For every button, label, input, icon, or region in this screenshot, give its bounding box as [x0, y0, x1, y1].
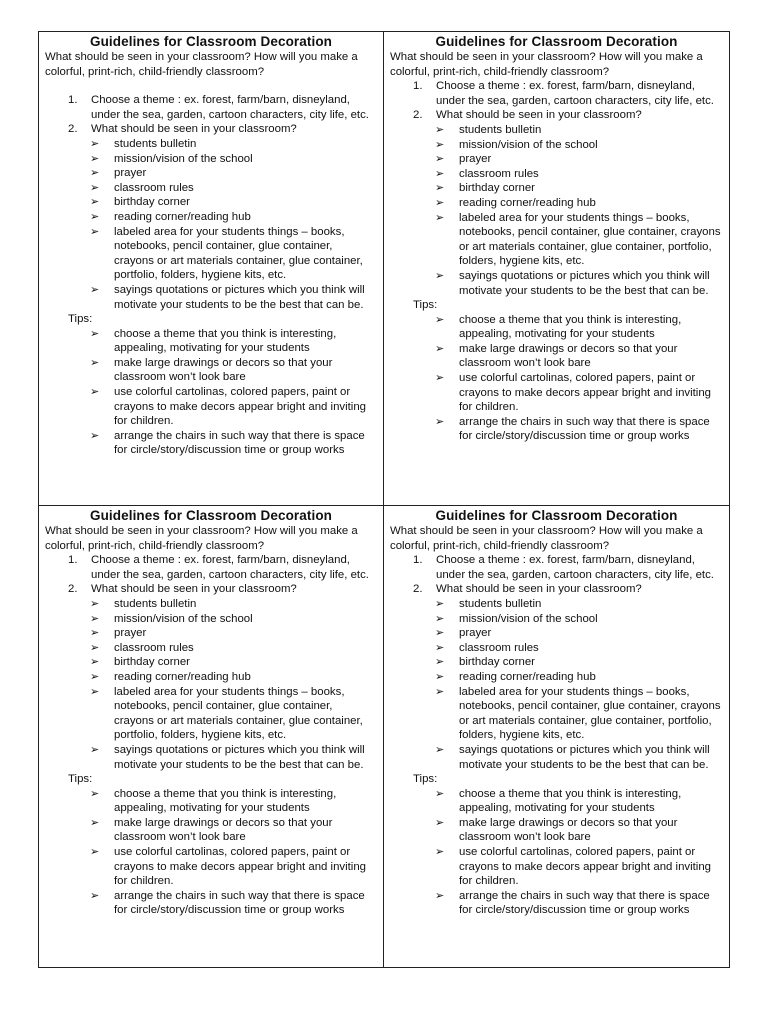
- guideline-card-1: [39, 32, 384, 506]
- list-item: ➢ sayings quotations or pictures which you think will motivate your students to be the best that can be.: [90, 743, 365, 771]
- arrow-bullet-icon: ➢: [435, 313, 445, 326]
- list-item: ➢ reading corner/reading hub: [90, 670, 251, 683]
- list-item: ➢ students bulletin: [90, 597, 197, 610]
- arrow-bullet-icon: ➢: [435, 342, 445, 355]
- arrow-bullet-icon: ➢: [90, 685, 100, 698]
- step-what-seen: [384, 582, 721, 597]
- arrow-bullet-icon: ➢: [90, 889, 100, 902]
- step-number: 2.: [413, 583, 423, 596]
- guideline-card-2: [384, 32, 729, 506]
- step-text: Choose a theme : ex. forest, farm/barn, disneyland, under the sea, garden, cartoon characters, city life, etc.: [91, 94, 369, 121]
- classroom-items-list: [39, 597, 383, 772]
- list-item: ➢ choose a theme that you think is interesting, appealing, motivating for your students: [435, 313, 682, 341]
- list-item: ➢ prayer: [90, 627, 147, 640]
- step-text: Choose a theme : ex. forest, farm/barn, disneyland, under the sea, garden, cartoon characters, city life, etc.: [436, 80, 714, 107]
- list-item: ➢ reading corner/reading hub: [435, 670, 596, 683]
- arrow-bullet-icon: ➢: [435, 372, 445, 385]
- guideline-card-4: [384, 506, 729, 967]
- arrow-bullet-icon: ➢: [90, 327, 100, 340]
- tips-label: Tips:: [68, 313, 93, 326]
- arrow-bullet-icon: ➢: [90, 656, 100, 669]
- list-item: ➢ reading corner/reading hub: [90, 210, 251, 223]
- list-item: ➢ birthday corner: [435, 182, 535, 195]
- list-item: ➢ make large drawings or decors so that your classroom won’t look bare: [435, 342, 678, 370]
- list-item: ➢ prayer: [435, 627, 492, 640]
- arrow-bullet-icon: ➢: [435, 670, 445, 683]
- guideline-card-3: [39, 506, 384, 967]
- list-item: ➢ mission/vision of the school: [90, 152, 253, 165]
- arrow-bullet-icon: ➢: [90, 670, 100, 683]
- arrow-bullet-icon: ➢: [435, 269, 445, 282]
- list-item: ➢ mission/vision of the school: [435, 138, 598, 151]
- arrow-bullet-icon: ➢: [90, 597, 100, 610]
- arrow-bullet-icon: ➢: [90, 167, 100, 180]
- step-text: What should be seen in your classroom?: [436, 583, 642, 596]
- tips-list: [384, 787, 729, 918]
- list-item: ➢ prayer: [435, 153, 492, 166]
- step-theme: [39, 93, 375, 122]
- arrow-bullet-icon: ➢: [90, 846, 100, 859]
- list-item: ➢ labeled area for your students things – books, notebooks, pencil container, glue container, crayons or art materials container, glue container, portfolio, folders, hygiene kits, etc.: [90, 685, 363, 742]
- step-number: 2.: [413, 109, 423, 122]
- arrow-bullet-icon: ➢: [90, 137, 100, 150]
- tips-label: Tips:: [413, 773, 438, 786]
- list-item: ➢ mission/vision of the school: [435, 612, 598, 625]
- card-intro: What should be seen in your classroom? How will you make a colorful, print-rich, child-friendly classroom?: [390, 51, 703, 78]
- arrow-bullet-icon: ➢: [90, 627, 100, 640]
- list-item: ➢ sayings quotations or pictures which you think will motivate your students to be the best that can be.: [435, 269, 710, 297]
- card-intro: What should be seen in your classroom? How will you make a colorful, print-rich, child-friendly classroom?: [45, 525, 358, 552]
- main-steps-list: [39, 93, 383, 137]
- list-item: ➢ choose a theme that you think is interesting, appealing, motivating for your students: [90, 327, 337, 355]
- arrow-bullet-icon: ➢: [90, 181, 100, 194]
- arrow-bullet-icon: ➢: [435, 123, 445, 136]
- arrow-bullet-icon: ➢: [435, 685, 445, 698]
- arrow-bullet-icon: ➢: [90, 641, 100, 654]
- step-number: 1.: [68, 94, 78, 107]
- arrow-bullet-icon: ➢: [435, 597, 445, 610]
- arrow-bullet-icon: ➢: [435, 641, 445, 654]
- intro-gap: [39, 79, 383, 93]
- tips-label: Tips:: [413, 299, 438, 312]
- list-item: ➢ arrange the chairs in such way that there is space for circle/story/discussion time or group works: [90, 889, 365, 917]
- list-item: ➢ use colorful cartolinas, colored papers, paint or crayons to make decors appear bright and inviting for children.: [435, 846, 712, 888]
- arrow-bullet-icon: ➢: [435, 656, 445, 669]
- step-number: 2.: [68, 583, 78, 596]
- list-item: ➢ arrange the chairs in such way that there is space for circle/story/discussion time or group works: [435, 415, 710, 443]
- list-item: ➢ use colorful cartolinas, colored papers, paint or crayons to make decors appear bright and inviting for children.: [435, 372, 712, 414]
- arrow-bullet-icon: ➢: [90, 386, 100, 399]
- list-item: ➢ labeled area for your students things – books, notebooks, pencil container, glue container, crayons or art materials container, glue container, portfolio, folders, hygiene kits, etc.: [90, 225, 363, 282]
- list-item: ➢ classroom rules: [90, 641, 194, 654]
- list-item: ➢ birthday corner: [435, 656, 535, 669]
- arrow-bullet-icon: ➢: [435, 889, 445, 902]
- list-item: ➢ make large drawings or decors so that your classroom won’t look bare: [435, 816, 678, 844]
- classroom-items-list: [39, 137, 383, 312]
- step-number: 1.: [413, 80, 423, 93]
- list-item: ➢ students bulletin: [435, 123, 542, 136]
- list-item: ➢ use colorful cartolinas, colored papers, paint or crayons to make decors appear bright and inviting for children.: [90, 846, 367, 888]
- step-text: What should be seen in your classroom?: [436, 109, 642, 122]
- list-item: ➢ classroom rules: [90, 181, 194, 194]
- step-what-seen: [39, 122, 375, 137]
- arrow-bullet-icon: ➢: [90, 816, 100, 829]
- arrow-bullet-icon: ➢: [435, 743, 445, 756]
- arrow-bullet-icon: ➢: [435, 153, 445, 166]
- main-steps-list: [384, 553, 729, 597]
- arrow-bullet-icon: ➢: [90, 225, 100, 238]
- arrow-bullet-icon: ➢: [435, 182, 445, 195]
- arrow-bullet-icon: ➢: [90, 196, 100, 209]
- card-intro: What should be seen in your classroom? How will you make a colorful, print-rich, child-friendly classroom?: [390, 525, 703, 552]
- card-title: Guidelines for Classroom Decoration: [89, 34, 333, 49]
- main-steps-list: [384, 79, 729, 123]
- tips-list: [39, 787, 383, 918]
- step-text: What should be seen in your classroom?: [91, 583, 297, 596]
- step-text: What should be seen in your classroom?: [91, 123, 297, 136]
- arrow-bullet-icon: ➢: [90, 210, 100, 223]
- arrow-bullet-icon: ➢: [435, 211, 445, 224]
- list-item: ➢ birthday corner: [90, 656, 190, 669]
- list-item: ➢ choose a theme that you think is interesting, appealing, motivating for your students: [90, 787, 337, 815]
- classroom-items-list: [384, 123, 729, 298]
- list-item: ➢ choose a theme that you think is interesting, appealing, motivating for your students: [435, 787, 682, 815]
- list-item: ➢ prayer: [90, 167, 147, 180]
- arrow-bullet-icon: ➢: [435, 612, 445, 625]
- arrow-bullet-icon: ➢: [435, 167, 445, 180]
- list-item: ➢ students bulletin: [90, 137, 197, 150]
- step-number: 1.: [413, 554, 423, 567]
- arrow-bullet-icon: ➢: [90, 283, 100, 296]
- card-title: Guidelines for Classroom Decoration: [435, 34, 678, 49]
- arrow-bullet-icon: ➢: [90, 152, 100, 165]
- arrow-bullet-icon: ➢: [435, 787, 445, 800]
- step-theme: [384, 79, 721, 108]
- tips-list: [39, 327, 383, 458]
- list-item: ➢ mission/vision of the school: [90, 612, 253, 625]
- arrow-bullet-icon: ➢: [435, 846, 445, 859]
- list-item: ➢ arrange the chairs in such way that there is space for circle/story/discussion time or group works: [90, 429, 365, 457]
- tips-list: [384, 313, 729, 444]
- list-item: ➢ classroom rules: [435, 167, 539, 180]
- arrow-bullet-icon: ➢: [90, 787, 100, 800]
- list-item: ➢ classroom rules: [435, 641, 539, 654]
- step-theme: [384, 553, 721, 582]
- arrow-bullet-icon: ➢: [435, 138, 445, 151]
- arrow-bullet-icon: ➢: [435, 415, 445, 428]
- list-item: ➢ make large drawings or decors so that your classroom won’t look bare: [90, 816, 333, 844]
- list-item: ➢ labeled area for your students things – books, notebooks, pencil container, glue container, crayons or art materials container, glue container, portfolio, folders, hygiene kits, etc.: [435, 211, 721, 268]
- list-item: ➢ reading corner/reading hub: [435, 196, 596, 209]
- arrow-bullet-icon: ➢: [435, 627, 445, 640]
- guidelines-grid: [38, 31, 730, 968]
- arrow-bullet-icon: ➢: [90, 429, 100, 442]
- step-number: 1.: [68, 554, 78, 567]
- tips-label: Tips:: [68, 773, 93, 786]
- classroom-items-list: [384, 597, 729, 772]
- card-title: Guidelines for Classroom Decoration: [435, 508, 678, 523]
- card-intro: What should be seen in your classroom? How will you make a colorful, print-rich, child-friendly classroom?: [45, 51, 358, 78]
- arrow-bullet-icon: ➢: [90, 743, 100, 756]
- arrow-bullet-icon: ➢: [435, 816, 445, 829]
- arrow-bullet-icon: ➢: [90, 356, 100, 369]
- arrow-bullet-icon: ➢: [435, 196, 445, 209]
- step-what-seen: [384, 108, 721, 123]
- list-item: ➢ sayings quotations or pictures which you think will motivate your students to be the best that can be.: [90, 283, 365, 311]
- main-steps-list: [39, 553, 383, 597]
- step-what-seen: [39, 582, 375, 597]
- list-item: ➢ birthday corner: [90, 196, 190, 209]
- list-item: ➢ make large drawings or decors so that your classroom won’t look bare: [90, 356, 333, 384]
- list-item: ➢ students bulletin: [435, 597, 542, 610]
- arrow-bullet-icon: ➢: [90, 612, 100, 625]
- step-text: Choose a theme : ex. forest, farm/barn, disneyland, under the sea, garden, cartoon characters, city life, etc.: [436, 554, 714, 581]
- step-theme: [39, 553, 375, 582]
- list-item: ➢ arrange the chairs in such way that there is space for circle/story/discussion time or group works: [435, 889, 710, 917]
- list-item: ➢ sayings quotations or pictures which you think will motivate your students to be the best that can be.: [435, 743, 710, 771]
- step-number: 2.: [68, 123, 78, 136]
- list-item: ➢ labeled area for your students things – books, notebooks, pencil container, glue container, crayons or art materials container, glue container, portfolio, folders, hygiene kits, etc.: [435, 685, 721, 742]
- list-item: ➢ use colorful cartolinas, colored papers, paint or crayons to make decors appear bright and inviting for children.: [90, 386, 367, 428]
- card-title: Guidelines for Classroom Decoration: [89, 508, 333, 523]
- step-text: Choose a theme : ex. forest, farm/barn, disneyland, under the sea, garden, cartoon characters, city life, etc.: [91, 554, 369, 581]
